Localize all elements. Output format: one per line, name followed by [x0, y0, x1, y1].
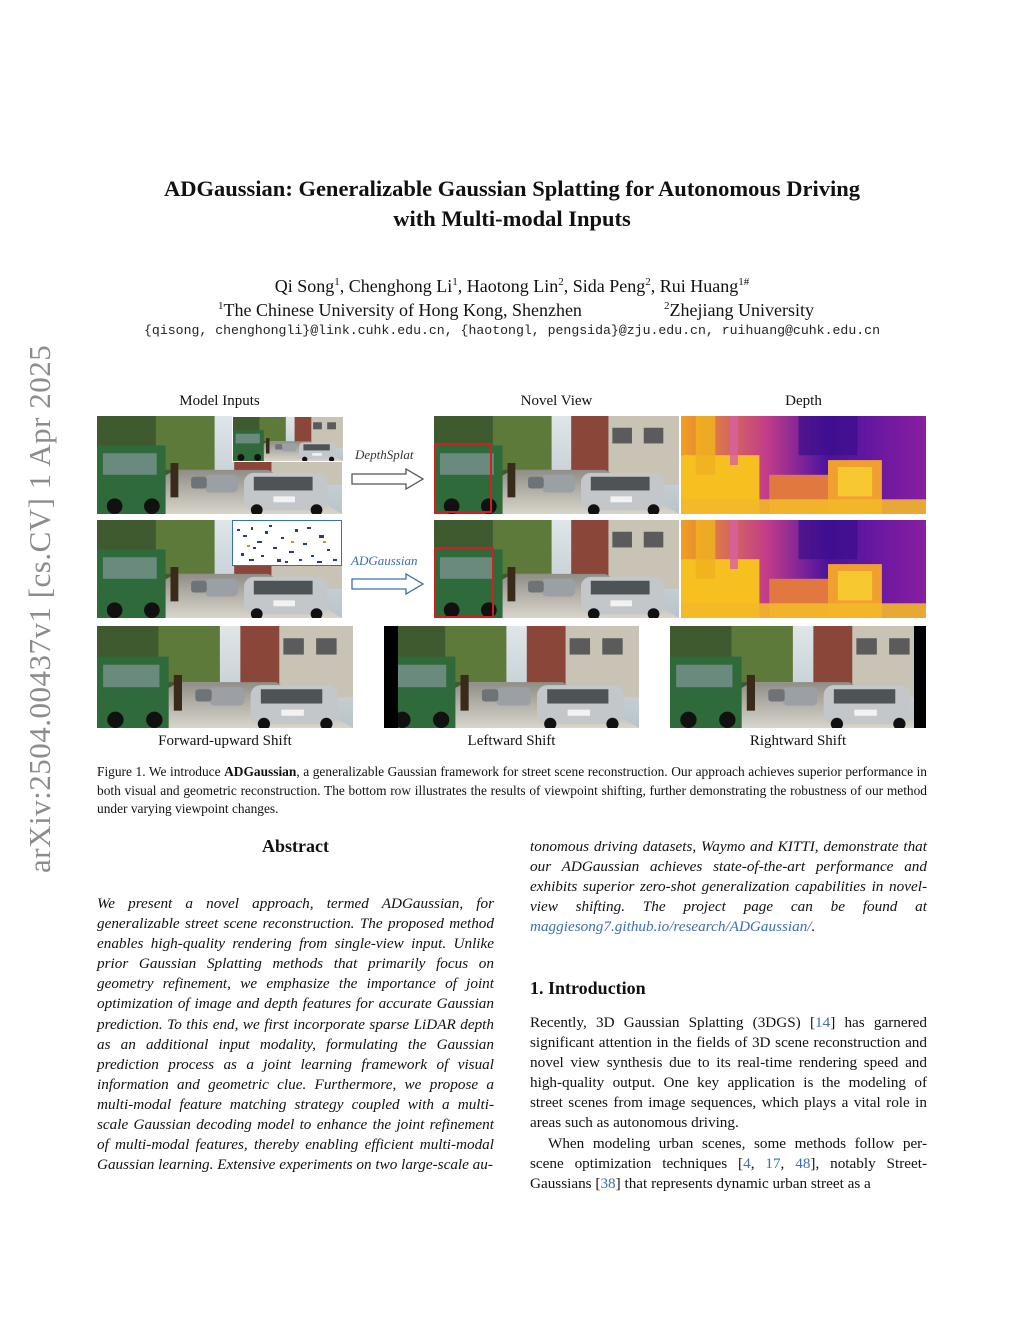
- section-heading-introduction: 1. Introduction: [530, 978, 646, 998]
- intro-paragraph-2: [530, 1134, 927, 1194]
- text: When modeling urban scenes, some methods follow per-scene optimization techniques [: [530, 1134, 927, 1172]
- arrow-label-depthsplat: DepthSplat: [355, 447, 414, 462]
- author-affil-mark: 1#: [738, 276, 750, 288]
- caption-rest: , a generalizable Gaussian framework for street scene reconstruction. Our approach achieves superior performance in both visual and geometric reconstruction. The bottom row illustrates the results of viewpoint shifting, further demonstrating the robustness of our method under varying viewpoint changes.: [97, 764, 927, 817]
- arrow-label-adgaussian: ADGaussian: [351, 553, 418, 568]
- intro-paragraph-1: [530, 1013, 927, 1134]
- affiliation-mark: 1: [218, 300, 224, 312]
- text: ,: [750, 1154, 766, 1172]
- citation-link[interactable]: 14: [815, 1014, 831, 1031]
- label-depth: Depth: [785, 393, 822, 409]
- depth-map-row2: [681, 520, 926, 618]
- abstract-text: We present a novel approach, termed ADGaussian, for generalizable street scene reconstruction. The proposed method enables high-quality rendering from single-view input. Unlike prior Gaussian Splatting methods that primarily focus on geometry refinement, we emphasize the importance of joint optimization of image and depth features for accurate Gaussian prediction. To this end, we first incorporate sparse LiDAR depth as an additional input modality, formulating the Gaussian prediction process as a joint learning framework of visual information and geometric clue. Furthermore, we propose a multi-modal feature matching strategy coupled with a multi-scale Gaussian decoding model to enhance the joint refinement of multi-modal features, thereby enabling efficient multi-modal Gaussian learning. Extensive experiments on two large-scale au-: [97, 895, 494, 1174]
- author: Qi Song: [274, 276, 335, 296]
- affiliation-mark: 2: [664, 300, 670, 312]
- forward-upward-shift-image: [97, 626, 353, 728]
- abstract-cont-text: tonomous driving datasets, Waymo and KITTI, demonstrate that our ADGaussian achieves state-of-the-art performance and exhibits superior zero-shot generalization capabilities in novel-view shifting. The project page can be found at: [530, 838, 927, 916]
- right-arrow-icon: [350, 573, 426, 595]
- caption-bold: ADGaussian: [224, 764, 297, 779]
- label-leftward-shift: Leftward Shift: [467, 733, 556, 749]
- citation-link[interactable]: 38: [600, 1174, 616, 1192]
- project-page-link[interactable]: maggiesong7.github.io/research/ADGaussian/: [530, 918, 812, 936]
- text: ] has garnered significant attention in the fields of 3D scene reconstruction and novel view synthesis due to its real-time rendering speed and high-quality output. One key application is the modeling of street scenes from image sequences, which plays a vital role in areas such as autonomous driving.: [530, 1014, 927, 1132]
- affiliation-2: [664, 294, 814, 322]
- author: Chenghong Li: [348, 276, 453, 296]
- citation-link[interactable]: 4: [743, 1154, 751, 1172]
- caption-prefix: Figure 1. We introduce: [97, 764, 225, 779]
- text: Recently, 3D Gaussian Splatting (3DGS) [: [530, 1014, 815, 1031]
- right-arrow-icon: [350, 468, 426, 490]
- input-inset-row1: [232, 416, 344, 462]
- author-affil-mark: 1: [334, 276, 340, 288]
- arxiv-identifier: arXiv:2504.00437v1 [cs.CV] 1 Apr 2025: [22, 344, 57, 873]
- abstract-end: .: [811, 918, 816, 936]
- abstract-heading: Abstract: [262, 836, 329, 856]
- text: ], notably Street-Gaussians [: [530, 1154, 928, 1192]
- author: Rui Huang: [659, 276, 739, 296]
- leftward-shift-image: [384, 626, 639, 728]
- affiliation-1: [218, 294, 582, 322]
- title-line-1: ADGaussian: Generalizable Gaussian Splatting for Autonomous Driving: [164, 176, 860, 201]
- author: Sida Peng: [572, 276, 646, 296]
- affiliation-text: The Chinese University of Hong Kong, Shenzhen: [223, 300, 582, 320]
- citation-link[interactable]: 48: [795, 1154, 811, 1172]
- paper-title: [0, 174, 1024, 234]
- citation-link[interactable]: 17: [765, 1154, 781, 1172]
- author: Haotong Lin: [466, 276, 559, 296]
- text: ,: [780, 1154, 796, 1172]
- author-affil-mark: 2: [558, 276, 564, 288]
- highlight-box: [434, 547, 494, 618]
- author-affil-mark: 1: [452, 276, 458, 288]
- introduction-text: [530, 1013, 927, 1194]
- depth-map-row1: [681, 416, 926, 514]
- highlight-box: [434, 443, 492, 513]
- label-rightward-shift: Rightward Shift: [749, 733, 847, 749]
- novel-view-row1: [434, 416, 679, 514]
- abstract-continuation: [530, 837, 927, 937]
- author-list: Qi Song$^1$, Chenghong Li$^1$, Haotong Lin$^2$, Sida Peng$^2$, Rui Huang$^{1\#}$: [274, 276, 750, 296]
- figure-caption: [97, 763, 927, 819]
- label-model-inputs: Model Inputs: [179, 393, 260, 409]
- author-emails: {qisong, chenghongli}@link.cuhk.edu.cn, {haotongl, pengsida}@zju.edu.cn, ruihuang@cuhk.edu.cn: [144, 323, 880, 338]
- label-novel-view: Novel View: [520, 393, 593, 409]
- author-affil-mark: 2: [645, 276, 651, 288]
- rightward-shift-image: [670, 626, 926, 728]
- label-forward-upward-shift: Forward-upward Shift: [158, 733, 292, 749]
- sparse-lidar-inset: [232, 520, 342, 566]
- title-line-2: with Multi-modal Inputs: [393, 206, 631, 231]
- affiliation-text: Zhejiang University: [669, 300, 814, 320]
- novel-view-row2: [434, 520, 679, 618]
- text: ] that represents dynamic urban street as a: [615, 1174, 871, 1192]
